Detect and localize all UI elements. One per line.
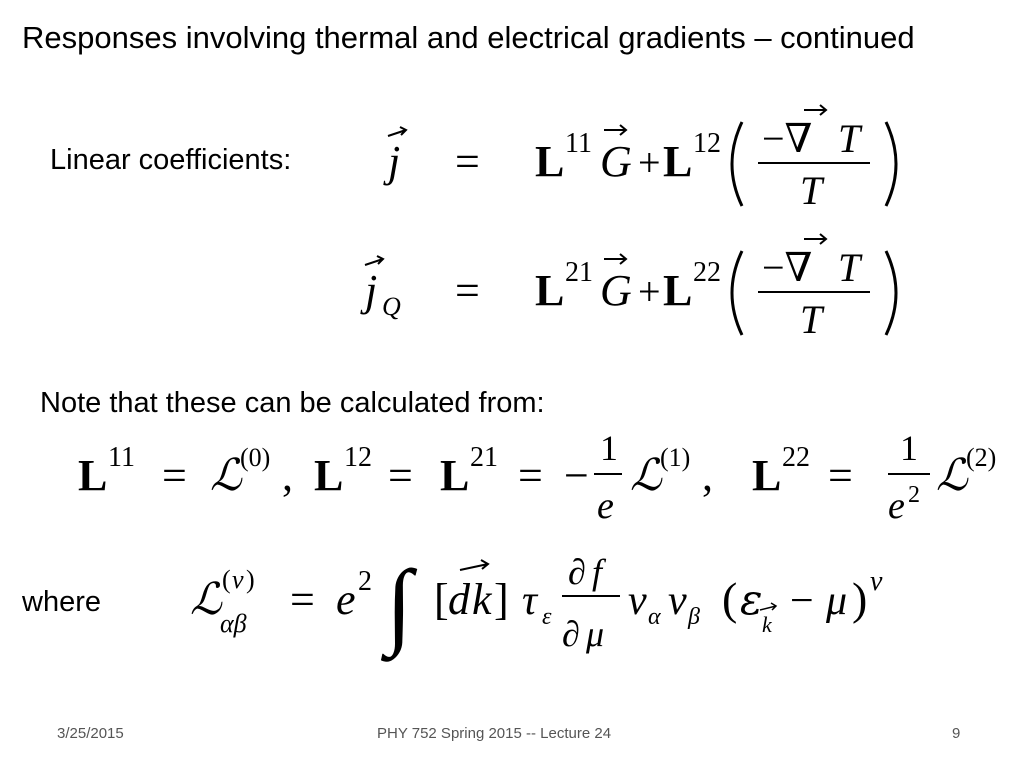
svg-text:T: T [838,245,861,290]
svg-text:1: 1 [900,428,918,468]
svg-text:j: j [388,137,401,186]
where-label: where [22,586,101,618]
svg-text:αβ: αβ [220,609,247,638]
svg-text:T: T [838,116,861,161]
svg-text:11: 11 [565,128,592,159]
svg-text:Q: Q [382,292,401,321]
svg-text:T: T [800,297,823,342]
svg-text:j: j [365,266,378,315]
svg-text:ε: ε [542,604,552,630]
svg-text:−∇: −∇ [762,245,813,290]
svg-text:(1): (1) [660,443,691,472]
svg-text:ℒ: ℒ [190,574,222,625]
footer-date: 3/25/2015 [57,725,124,742]
svg-text:ℒ: ℒ [630,450,662,501]
svg-text:=: = [518,451,543,500]
svg-text:[: [ [434,575,449,624]
svg-text:k: k [762,612,772,637]
svg-text:v: v [668,578,687,624]
svg-text:μ: μ [586,614,605,654]
svg-text:12: 12 [344,442,372,473]
slide-title: Responses involving thermal and electrical gradients – continued [22,20,915,55]
svg-text:2: 2 [908,482,920,508]
svg-text:−: − [564,451,589,500]
svg-text:2: 2 [358,566,372,597]
svg-text:d: d [448,575,470,624]
svg-text:L: L [663,266,693,315]
svg-text:(: ( [222,565,231,594]
svg-text:1: 1 [600,428,618,468]
svg-text:=: = [290,575,315,624]
svg-text:L: L [314,451,344,500]
svg-text:+: + [638,140,661,185]
current-density-equation [360,100,960,220]
svg-text:): ) [246,565,255,594]
svg-text:e: e [336,575,356,624]
heat-current-equation [360,235,960,355]
svg-text:22: 22 [693,257,721,288]
svg-text:(2): (2) [966,443,997,472]
svg-text:L: L [535,266,565,315]
svg-text:=: = [455,266,480,315]
svg-text:G: G [600,137,632,186]
footer-course: PHY 752 Spring 2015 -- Lecture 24 [377,725,612,742]
svg-text:22: 22 [782,442,810,473]
svg-text:+: + [638,269,661,314]
svg-text:∂: ∂ [562,614,580,654]
svg-text:β: β [688,604,700,630]
svg-text:ν: ν [232,565,244,594]
svg-text:L: L [440,451,470,500]
svg-text:L: L [663,137,693,186]
svg-text:,: , [702,451,713,500]
svg-text:=: = [388,451,413,500]
coefficient-relations-equation [70,420,1020,530]
svg-text:,: , [282,451,293,500]
note-label: Note that these can be calculated from: [40,387,545,419]
svg-text:): ) [852,573,868,624]
svg-text:∂: ∂ [568,552,586,592]
svg-text:ν: ν [870,566,883,597]
svg-text:12: 12 [693,128,721,159]
svg-text:ℒ: ℒ [936,450,968,501]
footer-page-number: 9 [952,725,961,742]
svg-text:e: e [888,485,905,527]
svg-text:∫: ∫ [386,550,413,657]
svg-text:k: k [472,575,492,624]
transport-integral-equation [190,540,950,670]
svg-text:21: 21 [565,257,593,288]
svg-text:−: − [790,578,814,624]
svg-text:=: = [828,451,853,500]
svg-text:21: 21 [470,442,498,473]
svg-text:α: α [648,604,661,630]
svg-text:T: T [800,168,823,213]
svg-text:τ: τ [522,578,538,624]
svg-text:L: L [752,451,782,500]
svg-text:−∇: −∇ [762,116,813,161]
svg-text:=: = [455,137,480,186]
svg-text:e: e [597,485,614,527]
svg-text:]: ] [494,575,509,624]
svg-text:v: v [628,578,647,624]
svg-text:ℒ: ℒ [210,450,242,501]
svg-text:f: f [592,552,603,592]
svg-text:(: ( [722,573,738,624]
svg-text:G: G [600,266,632,315]
svg-text:L: L [78,451,108,500]
svg-text:μ: μ [826,578,848,624]
svg-text:ε: ε [740,575,763,624]
svg-text:L: L [535,137,565,186]
svg-text:(0): (0) [240,443,271,472]
linear-coefficients-label: Linear coefficients: [50,144,292,176]
svg-text:11: 11 [108,442,135,473]
svg-text:=: = [162,451,187,500]
